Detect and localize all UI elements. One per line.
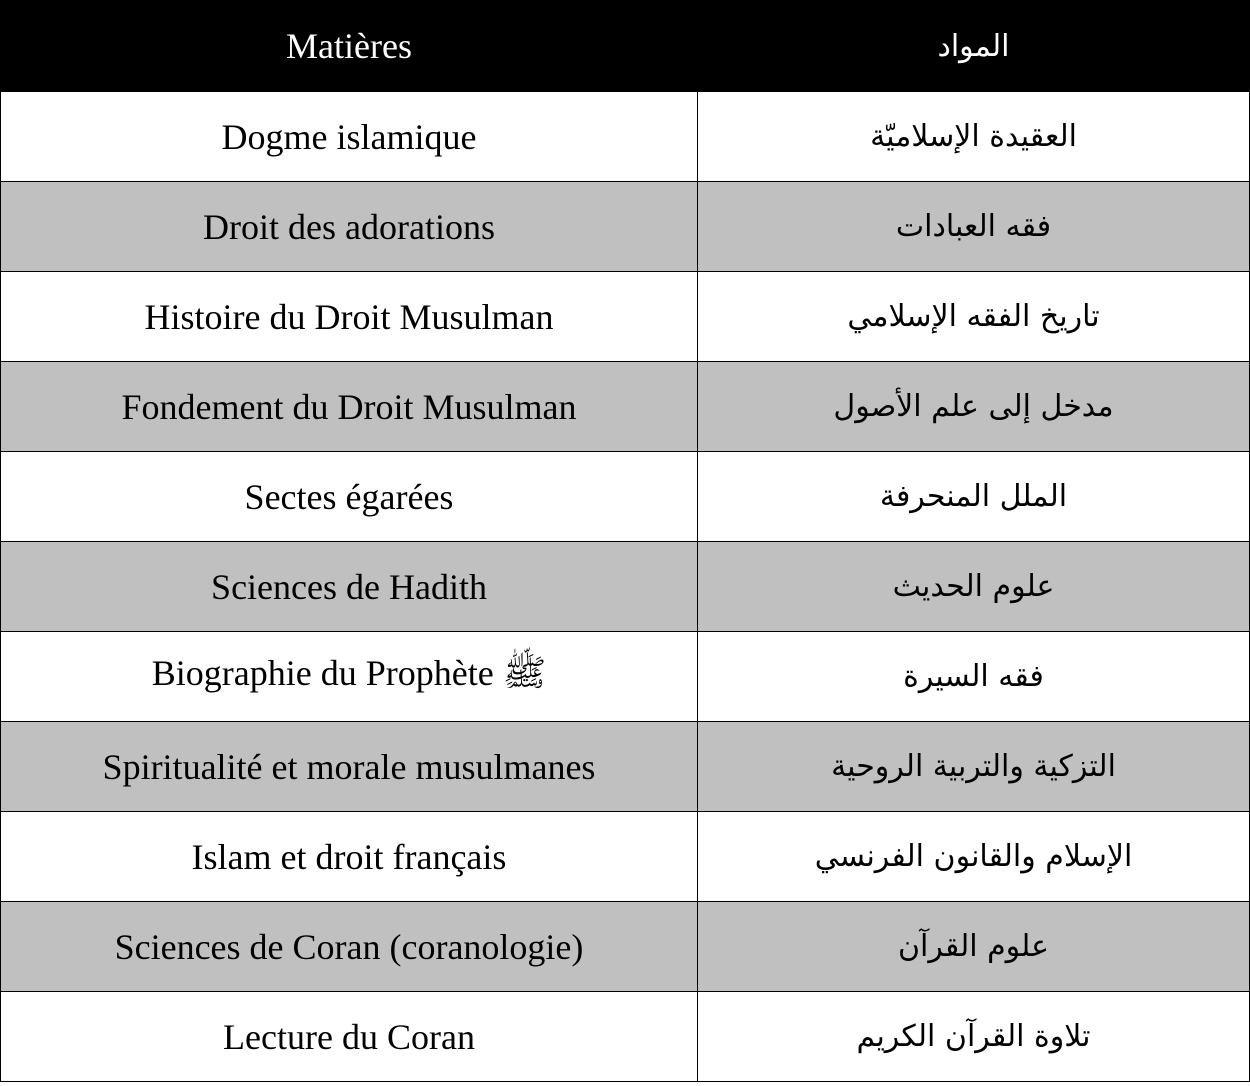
cell-arabic: الإسلام والقانون الفرنسي <box>698 812 1250 902</box>
cell-french: Histoire du Droit Musulman <box>1 272 698 362</box>
cell-arabic: فقه العبادات <box>698 182 1250 272</box>
cell-french: Sciences de Coran (coranologie) <box>1 902 698 992</box>
table-row <box>1 812 1250 902</box>
table-row <box>1 362 1250 452</box>
cell-french: Lecture du Coran <box>1 992 698 1082</box>
cell-arabic: تاريخ الفقه الإسلامي <box>698 272 1250 362</box>
table-row <box>1 272 1250 362</box>
table-header-row <box>1 1 1250 92</box>
cell-arabic: الملل المنحرفة <box>698 452 1250 542</box>
cell-french: Droit des adorations <box>1 182 698 272</box>
cell-french: Fondement du Droit Musulman <box>1 362 698 452</box>
cell-french: Dogme islamique <box>1 92 698 182</box>
cell-french: Islam et droit français <box>1 812 698 902</box>
cell-french: Spiritualité et morale musulmanes <box>1 722 698 812</box>
cell-arabic: فقه السيرة <box>698 632 1250 722</box>
cell-french: Sciences de Hadith <box>1 542 698 632</box>
table-row <box>1 992 1250 1082</box>
table-row <box>1 722 1250 812</box>
cell-arabic: مدخل إلى علم الأصول <box>698 362 1250 452</box>
cell-french: Biographie du Prophète ﷺ <box>1 632 698 722</box>
header-arabic: المواد <box>698 1 1250 92</box>
table-row <box>1 902 1250 992</box>
cell-arabic: التزكية والتربية الروحية <box>698 722 1250 812</box>
header-french: Matières <box>1 1 698 92</box>
cell-arabic: العقيدة الإسلاميّة <box>698 92 1250 182</box>
table-row <box>1 182 1250 272</box>
table-row <box>1 452 1250 542</box>
cell-arabic: تلاوة القرآن الكريم <box>698 992 1250 1082</box>
cell-arabic: علوم القرآن <box>698 902 1250 992</box>
cell-arabic: علوم الحديث <box>698 542 1250 632</box>
table-row <box>1 542 1250 632</box>
table-row <box>1 92 1250 182</box>
table-row <box>1 632 1250 722</box>
cell-french: Sectes égarées <box>1 452 698 542</box>
